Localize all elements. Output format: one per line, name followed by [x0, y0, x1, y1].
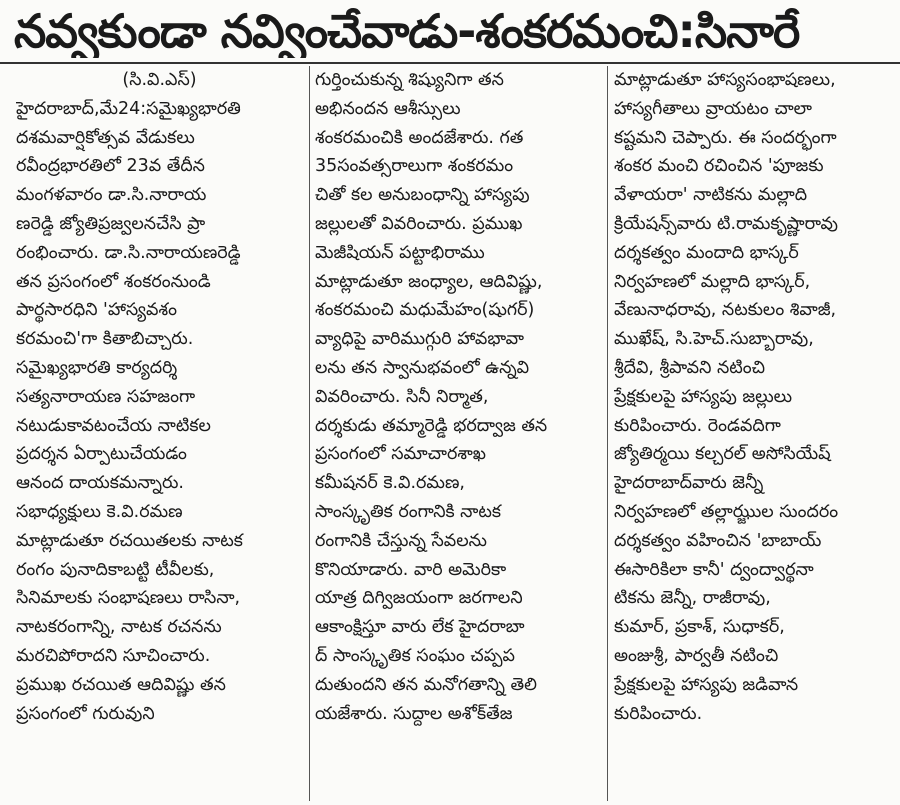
text-line: దర్శకత్వం వహించిన 'బాబాయ్: [614, 530, 822, 551]
column-1: [16, 66, 303, 728]
text-line: మెజీషియన్ పట్టాభిరాము: [315, 242, 485, 263]
column-divider: [607, 66, 608, 801]
text-line: హాస్యగీతాలు వ్రాయటం చాలా: [614, 98, 812, 119]
text-line: పార్థసారధిని 'హాస్యవశం: [16, 300, 177, 321]
headline: నవ్వకుండా నవ్వించేవాడు-శంకరమంచి:సినారే: [14, 4, 800, 58]
text-line: నిర్వహణలో మల్లాది భాస్కర్,: [614, 271, 811, 292]
byline: (సి.వి.ఎస్): [122, 70, 197, 90]
text-line: కమీషనర్ కె.వి.రమణ,: [315, 473, 465, 494]
text-line: సినిమాలకు సంభాషణలు రాసినా,: [16, 588, 241, 609]
text-line: రవీంద్రభారతిలో 23వ తేదీన: [16, 156, 205, 177]
text-line: యాత్ర దిగ్విజయంగా జరగాలని: [315, 588, 523, 609]
text-line: మంగళవారం డా.సి.నారాయ: [16, 185, 207, 206]
text-line: మరచిపోరాదని సూచించారు.: [16, 645, 211, 666]
text-line: ద్ సాంస్కృతిక సంఘం చప్పప: [315, 645, 515, 666]
text-line: అభినందన ఆశీస్సులు: [315, 98, 461, 119]
text-line: వివరించారు. సినీ నిర్మాత,: [315, 386, 489, 407]
text-line: సభాధ్యక్షులు కె.వి.రమణ: [16, 501, 183, 522]
text-line: మాట్లాడుతూ జంధ్యాల, ఆదివిష్ణు,: [315, 271, 543, 292]
text-line: శంకర మంచి రచించిన 'పూజకు: [614, 156, 824, 177]
text-line: వ్యాధిపై వారిముగ్గురి హావభావా: [315, 329, 524, 350]
text-line: సత్యనారాయణ సహజంగా: [16, 386, 196, 407]
text-line: నిర్వహణలో తల్లాఝ్జుల సుందరం: [614, 501, 839, 522]
text-line: జ్యోతిర్మయి కల్చరల్ అసోసియేష్: [614, 444, 831, 465]
text-line: హైదరాబాద్,మే24:సమైఖ్యభారతి: [16, 98, 241, 119]
text-line: శంకరమంచికి అందజేశారు. గత: [315, 127, 524, 148]
text-line: ప్రేక్షకులపై హాస్యపు జల్లులు: [614, 386, 793, 407]
text-line: మాట్లాడుతూ హాస్యసంభాషణలు,: [614, 70, 836, 90]
text-line: లను తన స్వానుభవంలో ఉన్నవి: [315, 357, 530, 378]
text-line: రంగం పునాదికాబట్టి టీవీలకు,: [16, 559, 215, 580]
text-line: ప్రముఖ రచయిత ఆదివిష్ణు తన: [16, 674, 226, 695]
text-line: సమైఖ్యభారతి కార్యదర్శి: [16, 357, 178, 378]
text-line: రంగానికి చేస్తున్న సేవలను: [315, 530, 487, 551]
text-line: వేళాయరా' నాటికను మల్లాది: [614, 185, 808, 206]
text-line: జల్లులతో వివరించారు. ప్రముఖ: [315, 213, 523, 234]
text-line: కురిపించారు.: [614, 703, 703, 724]
headline-rule: [0, 62, 900, 64]
column-2: [315, 66, 600, 728]
text-line: దశమవార్షికోత్సవ వేడుకలు: [16, 127, 195, 148]
column-3: [614, 66, 892, 728]
text-line: టికను జెన్నీ, రాజీరావు,: [614, 588, 771, 609]
text-line: అంజుశ్రీ, పార్వతీ నటించి: [614, 645, 779, 666]
text-line: కొనియాడారు. వారి అమెరికా: [315, 559, 507, 580]
text-line: ప్రసంగంలో గురువుని: [16, 703, 155, 724]
text-line: ముఖేష్, సి.హెచ్.సుబ్బారావు,: [614, 329, 814, 350]
text-line: శ్రీదేవి, శ్రీపావని నటించి: [614, 357, 766, 378]
text-line: తన ప్రసంగంలో శంకరంనుండి: [16, 271, 211, 292]
text-line: మాట్లాడుతూ రచయితలకు నాటక: [16, 530, 243, 551]
text-line: కుమార్, ప్రకాశ్, సుధాకర్,: [614, 617, 785, 638]
text-line: కష్టమని చెప్పారు. ఈ సందర్భంగా: [614, 127, 837, 148]
text-line: ప్రసంగంలో సమాచారశాఖ: [315, 444, 486, 465]
text-line: చితో కల అనుబంధాన్ని హాస్యపు: [315, 185, 530, 206]
text-line: ఆకాంక్షిస్తూ వారు లేక హైదరాబా: [315, 617, 525, 638]
text-line: ఆనంద దాయకమన్నారు.: [16, 473, 184, 494]
text-line: వేణునాధరావు, నటకులం శివాజీ,: [614, 300, 837, 321]
text-line: దర్శకుడు తమ్మారెడ్డి భరద్వాజ తన: [315, 415, 548, 436]
text-line: దుతుందని తన మనోగతాన్ని తెలి: [315, 674, 537, 695]
text-line: హైదరాబాద్‌వారు జెన్నీ: [614, 473, 764, 494]
text-line: నాటకరంగాన్ని, నాటక రచనను: [16, 617, 222, 638]
text-line: ణరెడ్డి జ్యోతిప్రజ్వలనచేసి ప్రా: [16, 213, 206, 234]
text-line: యజేశారు. సుద్దాల అశోక్‌తేజ: [315, 703, 513, 724]
text-line: ఈసారికిలా కానీ' ద్వంద్వార్థనా: [614, 559, 814, 580]
text-line: 35సంవత్సరాలుగా శంకరమం: [315, 156, 514, 177]
text-line: సాంస్కృతిక రంగానికి నాటక: [315, 501, 502, 522]
text-line: గుర్తించుకున్న శిష్యునిగా తన: [315, 70, 504, 90]
text-line: కరమంచి'గా కితాబిచ్చారు.: [16, 329, 194, 350]
text-line: రంభించారు. డా.సి.నారాయణరెడ్డి: [16, 242, 241, 263]
text-line: ప్రేక్షకులపై హాస్యపు జడివాన: [614, 674, 799, 695]
text-line: క్రియేషన్స్‌వారు టి.రామకృష్ణారావు: [614, 213, 838, 234]
column-divider: [309, 66, 310, 801]
text-line: శంకరమంచి మధుమేహం(షుగర్): [315, 300, 535, 321]
text-line: కురిపించారు. రెండవదిగా: [614, 415, 781, 436]
text-line: దర్శకత్వం మందాది భాస్కర్: [614, 242, 799, 263]
text-line: నటుడుకావటంచేయ నాటికల: [16, 415, 211, 436]
text-line: ప్రదర్శన ఏర్పాటుచేయడం: [16, 444, 187, 465]
